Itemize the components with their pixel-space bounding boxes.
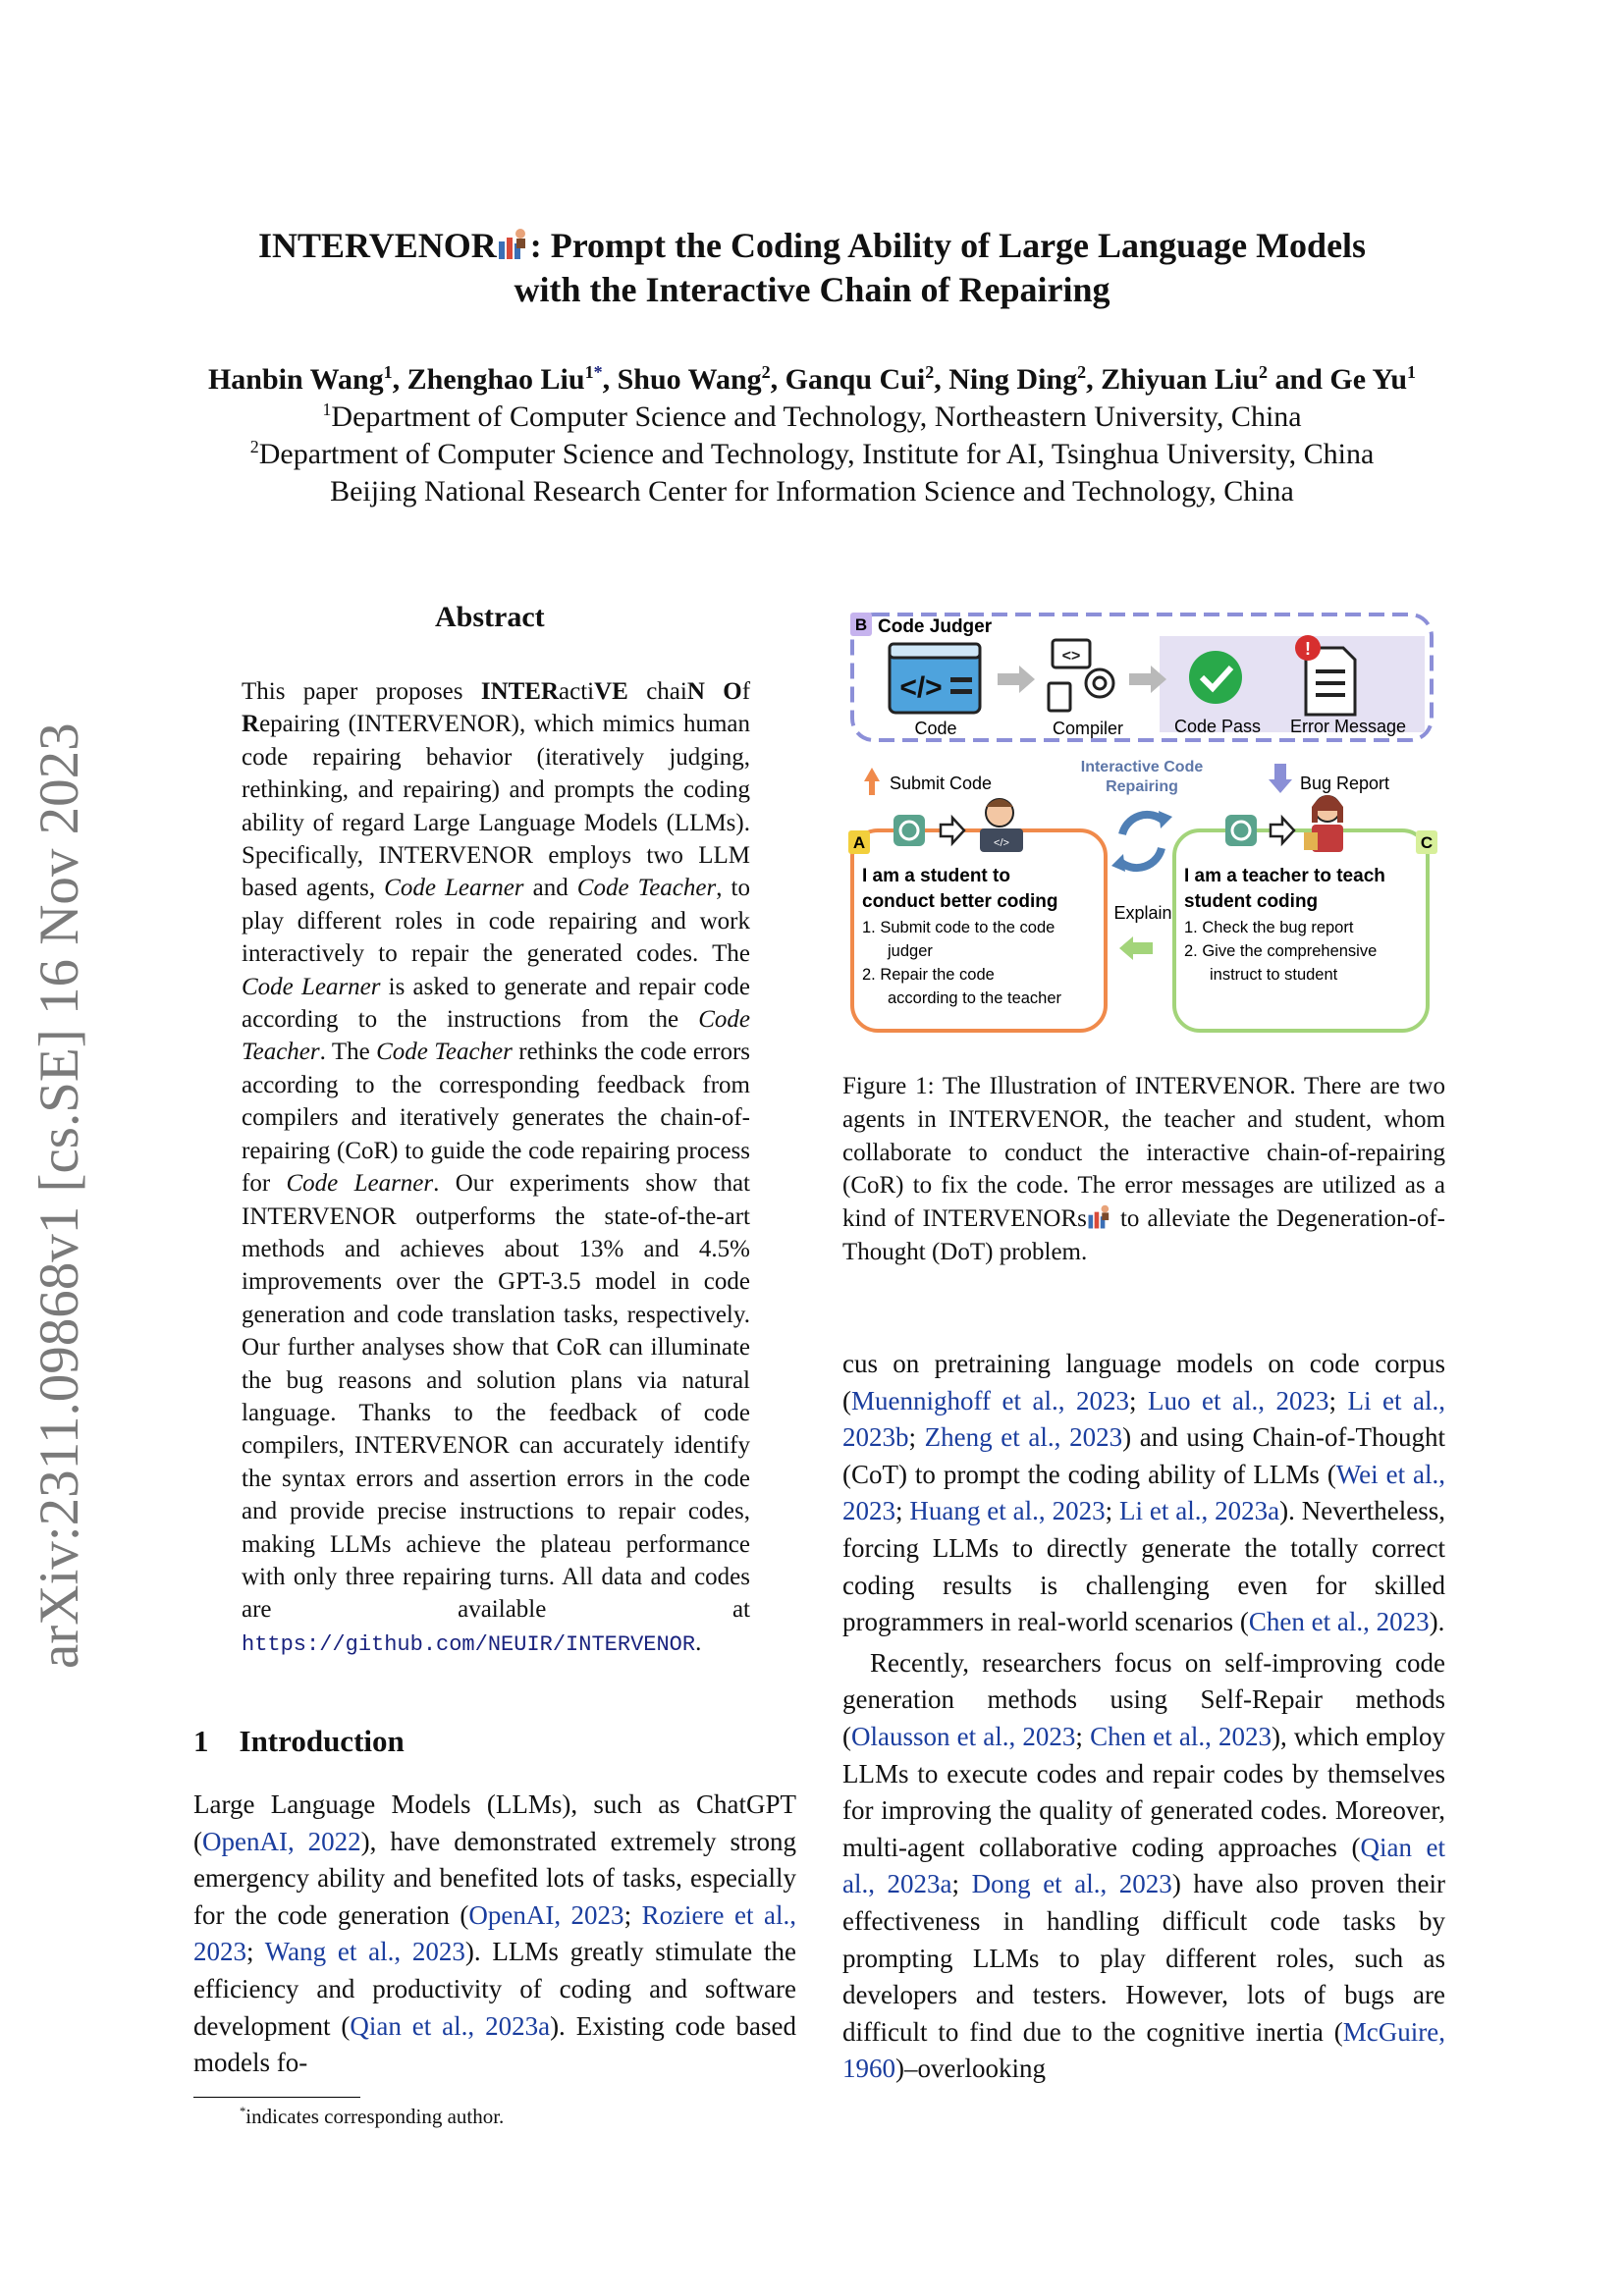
code-label: Code (914, 719, 957, 738)
arrow-right-icon (998, 666, 1035, 693)
code-icon (890, 644, 980, 713)
label-b: B (854, 615, 868, 634)
submit-code-label: Submit Code (890, 774, 993, 793)
citation-link[interactable]: Muennighoff et al., 2023 (851, 1385, 1129, 1415)
paragraph: Recently, researchers focus on self-improving code generation methods using Self-Repair methods (Olausson et al., 2023; Chen et al., 2023), which employ LLMs to execute codes and repair codes by themselves for improving the quality of generated codes. Moreover, multi-agent collaborative coding approaches (Qian et al., 2023a; Dong et al., 2023) have also proven their effectiveness in handling difficult code tasks by prompting LLMs to play different roles, such as developers and testers. However, lots of bugs are difficult to find due to the cognitive inertia (McGuire, 1960)–overlooking (842, 1647, 1445, 2084)
affiliation-2: $^2$Department of Computer Science and Technology, Institute for AI, Tsinghua University, China (249, 437, 1375, 470)
arrow-left-icon (1119, 936, 1153, 960)
citation-link[interactable]: OpenAI, 2022 (202, 1826, 361, 1856)
interactive-label-2: Repairing (1106, 778, 1178, 795)
arrow-down-icon (1269, 764, 1292, 793)
chatgpt-icon (893, 815, 925, 846)
citation-link[interactable]: Chen et al., 2023 (1248, 1607, 1430, 1637)
code-judger-label: Code Judger (878, 616, 993, 637)
citation-link[interactable]: Qian et al., 2023a (350, 2010, 551, 2041)
refresh-cycle-icon (1120, 815, 1164, 868)
svg-text:!: ! (1305, 639, 1311, 659)
teacher-title-2: student coding (1184, 891, 1319, 912)
paper-title (147, 224, 1477, 312)
abstract-heading: Abstract (435, 601, 545, 633)
right-column-text (842, 1346, 1445, 2088)
student-step-1: 1. Submit code to the code (862, 919, 1056, 936)
explain-label: Explain (1113, 903, 1172, 923)
intervenor-logo-icon (497, 228, 530, 261)
intro-paragraph: Large Language Models (LLMs), such as ChatGPT (OpenAI, 2022), have demonstrated extremely strong emergency ability and benefited lots of tasks, especially for the code generation (OpenAI, 2023; Roziere et al., 2023; Wang et al., 2023). LLMs greatly stimulate the efficiency and productivity of coding and software development (Qian et al., 2023a). Existing code based models fo- (193, 1789, 797, 2078)
figure-1 (842, 607, 1443, 1039)
citation-link[interactable]: Luo et al., 2023 (1148, 1385, 1329, 1415)
arxiv-stamp: arXiv:2311.09868v1 [cs.SE] 16 Nov 2023 (28, 722, 90, 1669)
label-c: C (1420, 833, 1434, 852)
affiliation-3: Beijing National Research Center for Information Science and Technology, China (330, 475, 1294, 507)
svg-text:</>: </> (899, 671, 943, 704)
citation-link[interactable]: Zheng et al., 2023 (924, 1422, 1123, 1453)
section-heading-introduction: 1 Introduction (193, 1724, 405, 1758)
paragraph: cus on pretraining language models on code corpus (Muennighoff et al., 2023; Luo et al., 2023; Li et al., 2023b; Zheng et al., 2023) and using Chain-of-Thought (CoT) to prompt the coding ability of LLMs (Wei et al., 2023; Huang et al., 2023; Li et al., 2023a). Nevertheless, forcing LLMs to directly generate the totally correct coding results is challenging even for skilled programmers in real-world scenarios (Chen et al., 2023). (842, 1349, 1445, 1637)
arrow-right-icon (941, 818, 964, 843)
svg-text:</>: </> (994, 837, 1009, 849)
arrow-up-icon (864, 768, 880, 795)
teacher-icon (1304, 795, 1343, 852)
interactive-label: Interactive Code (1080, 759, 1204, 775)
check-icon (1189, 651, 1242, 704)
label-a: A (852, 833, 866, 852)
footnote-rule (193, 2097, 360, 2098)
citation-link[interactable]: Wang et al., 2023 (264, 1937, 465, 1967)
error-message-label: Error Message (1289, 717, 1407, 736)
compiler-icon (1049, 640, 1113, 711)
github-link[interactable]: https://github.com/NEUIR/INTERVENOR (242, 1631, 696, 1657)
student-step-2: 2. Repair the code (862, 966, 995, 984)
title-line2: with the Interactive Chain of Repairing (514, 270, 1110, 309)
compiler-label: Compiler (1052, 719, 1124, 738)
citation-link[interactable]: Roziere et al., 2023 (193, 1899, 796, 1967)
bug-report-label: Bug Report (1300, 774, 1390, 793)
chatgpt-icon (1225, 815, 1257, 846)
affiliation-1: $^1$Department of Computer Science and Technology, Northeastern University, China (322, 400, 1302, 433)
intervenor-logo-icon (1087, 1204, 1112, 1230)
teacher-step-2b: instruct to student (1210, 966, 1338, 984)
figure-caption: Figure 1: The Illustration of INTERVENOR. There are two agents in INTERVENOR, the teacher and student, whom collaborate to conduct the interactive chain-of-repairing (CoR) to fix the code. The error messages are utilized as a kind of INTERVENORs to alleviate the Degeneration-of-Thought (DoT) problem. (842, 1073, 1445, 1265)
student-icon (980, 799, 1023, 852)
title-name: INTERVENOR (257, 226, 497, 265)
student-step-2b: according to the teacher (888, 989, 1062, 1007)
footnote: *indicates corresponding author. (240, 2105, 505, 2128)
title-rest: : Prompt the Coding Ability of Large Language Models (529, 226, 1367, 265)
abstract-body: This paper proposes INTERactiVE chaiN Of Repairing (INTERVENOR), which mimics human code repairing behavior (iteratively judging, rethinking, and repairing) and prompts the coding ability of regard Large Language Models (LLMs). Specifically, INTERVENOR employs two LLM based agents, Code Learner and Code Teacher, to play different roles in code repairing and work interactively to repair the generated codes. The Code Learner is asked to generate and repair code according to the instructions from the Code Teacher. The Code Teacher rethinks the code errors according to the corresponding feedback from compilers and iteratively generates the chain-of-repairing (CoR) to guide the code repairing process for Code Learner. Our experiments show that INTERVENOR outperforms the state-of-the-art methods and achieves about 13% and 4.5% improvements over the GPT-3.5 model in code generation and code translation tasks, respectively. Our further analyses show that CoR can illuminate the bug reasons and solution plans via natural language. Thanks to the feedback of code compilers, INTERVENOR can accurately identify the syntax errors and assertion errors in the code and provide precise instructions to repair codes, making LLMs achieve the plateau performance with only three repairing turns. All data and codes are available at https://github.com/NEUIR/INTERVENOR. (242, 678, 751, 1657)
teacher-title-1: I am a teacher to teach (1184, 866, 1385, 886)
citation-link[interactable]: Li et al., 2023b (842, 1385, 1445, 1453)
student-step-1b: judger (888, 942, 933, 960)
citation-link[interactable]: Dong et al., 2023 (971, 1869, 1172, 1899)
arrow-right-icon (1271, 818, 1294, 843)
author-names: Hanbin Wang$^1$, Zhenghao Liu$^{1*}$, Shuo Wang$^2$, Ganqu Cui$^2$, Ning Ding$^2$, Zhiyuan Liu$^2$ and Ge Yu$^1$ (207, 362, 1417, 396)
citation-link[interactable]: Li et al., 2023a (1118, 1496, 1280, 1526)
student-title-2: conduct better coding (862, 891, 1058, 912)
author-block (118, 361, 1506, 510)
citation-link[interactable]: Chen et al., 2023 (1090, 1721, 1272, 1751)
student-title-1: I am a student to (862, 866, 1010, 886)
citation-link[interactable]: OpenAI, 2023 (468, 1899, 624, 1930)
code-pass-label: Code Pass (1173, 717, 1262, 736)
citation-link[interactable]: Huang et al., 2023 (909, 1496, 1106, 1526)
teacher-step-2: 2. Give the comprehensive (1184, 942, 1378, 960)
citation-link[interactable]: McGuire, 1960 (842, 2016, 1445, 2084)
teacher-step-1: 1. Check the bug report (1184, 919, 1354, 936)
citation-link[interactable]: Olausson et al., 2023 (851, 1721, 1076, 1751)
citation-link[interactable]: Qian et al., 2023a (842, 1832, 1445, 1899)
citation-link[interactable]: Wei et al., 2023 (842, 1459, 1445, 1526)
svg-text:<>: <> (1061, 648, 1081, 665)
